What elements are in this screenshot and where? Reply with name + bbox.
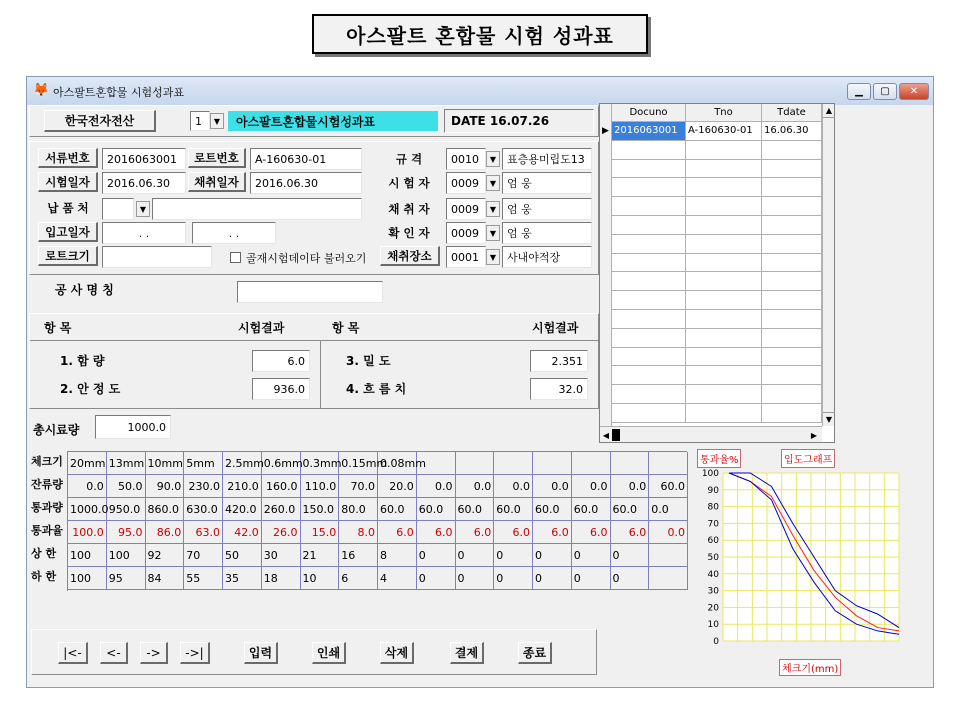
grid-empty-cell[interactable] — [686, 216, 762, 235]
chart-ytick-label: 30 — [707, 586, 719, 597]
lot-size-field[interactable] — [102, 246, 212, 268]
sieve-passing-amount-cell[interactable]: 60.0 — [417, 498, 456, 521]
sieve-passing-rate-cell[interactable]: 63.0 — [184, 521, 223, 544]
sieve-size-cell[interactable]: 0.08mm — [378, 452, 417, 475]
grid-empty-cell[interactable] — [612, 310, 686, 329]
input-button[interactable]: 입력 — [244, 642, 278, 664]
grid-empty-cell[interactable] — [686, 178, 762, 197]
button-bar — [31, 629, 597, 675]
header-panel — [29, 105, 599, 137]
sieve-size-cell[interactable] — [649, 452, 688, 475]
grid-empty-cell[interactable] — [762, 216, 822, 235]
sieve-upper-cell[interactable]: 21 — [301, 544, 340, 567]
receipt-date-label: 입고일자 — [38, 222, 98, 242]
sieve-size-cell[interactable]: 0.15mm — [339, 452, 378, 475]
results-header-result-2: 시험결과 — [532, 321, 579, 335]
grid-empty-cell[interactable] — [762, 160, 822, 179]
sieve-passing-amount-cell[interactable]: 0.0 — [649, 498, 688, 521]
results-vdivider — [320, 341, 321, 409]
lot-no-field[interactable]: A-160630-01 — [250, 148, 362, 170]
sampler-dropdown-icon[interactable]: ▼ — [486, 201, 500, 217]
row-label-sieve: 체크기 — [31, 455, 63, 468]
grid-empty-cell[interactable] — [686, 272, 762, 291]
sieve-size-cell[interactable] — [494, 452, 533, 475]
chart-ytick-label: 80 — [707, 502, 719, 513]
gradation-chart — [693, 447, 907, 673]
scroll-down-icon[interactable]: ▼ — [823, 412, 835, 426]
grid-empty-cell[interactable] — [686, 235, 762, 254]
form-no-dropdown-icon[interactable]: ▼ — [210, 113, 224, 129]
grid-empty-cell[interactable] — [612, 197, 686, 216]
grid-empty-cell[interactable] — [686, 197, 762, 216]
sieve-size-cell[interactable]: 5mm — [184, 452, 223, 475]
supplier-name-field[interactable] — [152, 198, 362, 220]
grid-header-tno[interactable]: Tno — [686, 104, 762, 122]
sieve-passing-amount-cell[interactable]: 60.0 — [611, 498, 650, 521]
grid-empty-cell[interactable] — [762, 235, 822, 254]
checker-name-field[interactable]: 엄 웅 — [502, 222, 592, 244]
sieve-passing-amount-cell[interactable]: 60.0 — [456, 498, 495, 521]
grid-cell-tno[interactable]: A-160630-01 — [686, 122, 762, 141]
sieve-retained-cell[interactable]: 0.0 — [68, 475, 107, 498]
row-indicator-column — [600, 104, 612, 442]
sieve-passing-rate-cell[interactable]: 95.0 — [107, 521, 146, 544]
sieve-passing-amount-cell[interactable]: 60.0 — [378, 498, 417, 521]
chart-ytick-label: 0 — [713, 637, 719, 647]
row-label-upper: 상 한 — [31, 547, 57, 560]
grid-empty-cell[interactable] — [686, 348, 762, 367]
row-label-passing-amount: 통과량 — [31, 501, 63, 514]
sieve-passing-amount-cell[interactable]: 60.0 — [572, 498, 611, 521]
receipt-date-field-1[interactable]: . . — [102, 222, 186, 244]
sieve-lower-cell[interactable]: 0 — [494, 567, 533, 590]
lot-no-label: 로트번호 — [188, 148, 246, 168]
sieve-lower-cell[interactable]: 55 — [184, 567, 223, 590]
doc-no-field[interactable]: 2016063001 — [102, 148, 186, 170]
spec-name-field[interactable]: 표층용미립도13 — [502, 148, 592, 170]
sample-date-field[interactable]: 2016.06.30 — [250, 172, 362, 194]
form-title: 아스팔트혼합물시험성과표 — [228, 111, 438, 131]
sieve-size-cell[interactable]: 20mm — [68, 452, 107, 475]
delete-button[interactable]: 삭제 — [380, 642, 414, 664]
sieve-retained-cell[interactable]: 90.0 — [146, 475, 185, 498]
scroll-up-icon[interactable]: ▲ — [823, 104, 835, 118]
sieve-lower-cell[interactable]: 0 — [417, 567, 456, 590]
sieve-lower-cell[interactable]: 10 — [301, 567, 340, 590]
grid-empty-cell[interactable] — [762, 385, 822, 404]
grid-empty-cell[interactable] — [762, 141, 822, 160]
sieve-lower-cell[interactable] — [649, 567, 688, 590]
next-record-button[interactable]: -> — [140, 642, 168, 664]
sieve-lower-cell[interactable]: 0 — [533, 567, 572, 590]
sieve-lower-cell[interactable]: 0 — [572, 567, 611, 590]
grid-empty-cell[interactable] — [762, 329, 822, 348]
spec-label: 규 격 — [395, 152, 423, 166]
grid-empty-cell[interactable] — [762, 404, 822, 423]
first-record-button[interactable]: |<- — [58, 642, 88, 664]
sieve-retained-cell[interactable]: 60.0 — [649, 475, 688, 498]
sieve-passing-rate-cell[interactable]: 6.0 — [572, 521, 611, 544]
grid-empty-cell[interactable] — [762, 310, 822, 329]
sieve-lower-cell[interactable]: 6 — [339, 567, 378, 590]
chart-ytick-label: 70 — [707, 519, 719, 530]
form-no-field[interactable]: 1 — [190, 111, 210, 131]
sieve-lower-cell[interactable]: 100 — [68, 567, 107, 590]
total-sample-label: 총시료량 — [33, 423, 80, 437]
sieve-upper-cell[interactable]: 8 — [378, 544, 417, 567]
result-value-4[interactable]: 32.0 — [530, 378, 588, 400]
company-label: 한국전자전산 — [44, 110, 156, 132]
grid-empty-cell[interactable] — [762, 291, 822, 310]
grid-empty-cell[interactable] — [612, 404, 686, 423]
grid-empty-cell[interactable] — [686, 310, 762, 329]
chart-ytick-label: 90 — [707, 485, 719, 496]
sieve-passing-rate-cell[interactable]: 0.0 — [649, 521, 688, 544]
sieve-passing-amount-cell[interactable]: 60.0 — [494, 498, 533, 521]
grid-empty-cell[interactable] — [686, 160, 762, 179]
result-value-2[interactable]: 936.0 — [252, 378, 310, 400]
sieve-retained-cell[interactable]: 20.0 — [378, 475, 417, 498]
sieve-passing-rate-cell[interactable]: 42.0 — [223, 521, 262, 544]
supplier-label: 납 품 처 — [47, 201, 89, 215]
row-label-retained: 잔류량 — [31, 478, 63, 491]
load-data-checkbox[interactable] — [230, 252, 241, 263]
sieve-size-cell[interactable] — [417, 452, 456, 475]
sieve-passing-rate-cell[interactable]: 86.0 — [146, 521, 185, 544]
sieve-lower-cell[interactable]: 95 — [107, 567, 146, 590]
grid-empty-cell[interactable] — [612, 366, 686, 385]
grid-empty-cell[interactable] — [762, 272, 822, 291]
result-value-3[interactable]: 2.351 — [530, 350, 588, 372]
chart-plot — [693, 467, 907, 653]
date-label: DATE — [451, 114, 486, 128]
sieve-upper-cell[interactable]: 100 — [68, 544, 107, 567]
results-header-result-1: 시험결과 — [238, 321, 285, 335]
sieve-retained-cell[interactable]: 50.0 — [107, 475, 146, 498]
supplier-code-field[interactable] — [102, 198, 134, 220]
sampler-code-field[interactable]: 0009 — [446, 198, 486, 220]
sieve-passing-rate-cell[interactable]: 6.0 — [611, 521, 650, 544]
date-value: 16.07.26 — [489, 114, 550, 128]
sieve-size-cell[interactable] — [533, 452, 572, 475]
tester-label: 시 험 자 — [388, 176, 430, 190]
project-label: 공 사 명 칭 — [55, 283, 114, 297]
grid-empty-cell[interactable] — [612, 254, 686, 273]
close-button[interactable]: ✕ — [899, 83, 929, 100]
sieve-passing-amount-cell[interactable]: 950.0 — [107, 498, 146, 521]
sieve-upper-cell[interactable] — [649, 544, 688, 567]
sieve-upper-cell[interactable]: 100 — [107, 544, 146, 567]
grid-empty-cell[interactable] — [762, 254, 822, 273]
grid-empty-cell[interactable] — [762, 197, 822, 216]
grid-empty-cell[interactable] — [612, 160, 686, 179]
sieve-upper-cell[interactable]: 30 — [262, 544, 301, 567]
place-name-field[interactable]: 사내야적장 — [502, 246, 592, 268]
results-panel — [29, 313, 599, 409]
row-label-lower: 하 한 — [31, 570, 57, 583]
exit-button[interactable]: 종료 — [518, 642, 552, 664]
sieve-retained-cell[interactable]: 0.0 — [572, 475, 611, 498]
chart-ytick-label: 50 — [707, 553, 719, 563]
grid-empty-cell[interactable] — [612, 178, 686, 197]
sieve-retained-cell[interactable]: 230.0 — [184, 475, 223, 498]
sieve-retained-cell[interactable]: 0.0 — [611, 475, 650, 498]
results-divider — [30, 340, 598, 341]
supplier-dropdown-icon[interactable]: ▼ — [136, 201, 150, 217]
grid-header-tdate[interactable]: Tdate — [762, 104, 822, 122]
grid-empty-cell[interactable] — [686, 254, 762, 273]
sieve-upper-cell[interactable]: 70 — [184, 544, 223, 567]
scroll-left-icon[interactable]: ◀ — [602, 430, 610, 440]
sieve-table — [29, 451, 689, 601]
window-title: 아스팔트혼합물 시험성과표 — [53, 86, 185, 99]
sieve-size-cell[interactable] — [611, 452, 650, 475]
sieve-size-cell[interactable]: 10mm — [146, 452, 185, 475]
total-sample-field[interactable]: 1000.0 — [95, 415, 171, 439]
sieve-cells — [67, 451, 687, 591]
record-grid — [599, 103, 835, 443]
date-display — [444, 109, 594, 133]
prev-record-button[interactable]: <- — [100, 642, 128, 664]
sieve-lower-cell[interactable]: 84 — [146, 567, 185, 590]
grid-empty-cell[interactable] — [612, 348, 686, 367]
sieve-upper-cell[interactable]: 0 — [456, 544, 495, 567]
result-item-4: 4. 흐 름 치 — [346, 382, 407, 396]
banner-title: 아스팔트 혼합물 시험 성과표 — [312, 14, 648, 54]
sample-date-label: 채취일자 — [188, 172, 246, 192]
result-value-1[interactable]: 6.0 — [252, 350, 310, 372]
sieve-retained-cell[interactable]: 0.0 — [417, 475, 456, 498]
chart-ytick-label: 10 — [707, 620, 719, 631]
sieve-upper-cell[interactable]: 92 — [146, 544, 185, 567]
chart-ytick-label: 20 — [707, 603, 719, 614]
grid-empty-cell[interactable] — [612, 385, 686, 404]
sieve-size-cell[interactable] — [572, 452, 611, 475]
grid-empty-cell[interactable] — [612, 216, 686, 235]
row-label-passing-rate: 통과율 — [31, 524, 63, 537]
chart-ytick-label: 60 — [707, 536, 719, 547]
sieve-lower-cell[interactable]: 0 — [456, 567, 495, 590]
project-field[interactable] — [237, 281, 383, 303]
sieve-size-cell[interactable]: 13mm — [107, 452, 146, 475]
sieve-passing-rate-cell[interactable]: 6.0 — [417, 521, 456, 544]
grid-empty-cell[interactable] — [686, 404, 762, 423]
grid-empty-cell[interactable] — [612, 235, 686, 254]
lot-size-label: 로트크기 — [38, 246, 98, 266]
sieve-lower-cell[interactable]: 0 — [611, 567, 650, 590]
sieve-lower-cell[interactable]: 35 — [223, 567, 262, 590]
sieve-upper-cell[interactable]: 0 — [494, 544, 533, 567]
grid-empty-cell[interactable] — [762, 348, 822, 367]
result-item-3: 3. 밀 도 — [346, 354, 391, 368]
sieve-upper-cell[interactable]: 0 — [533, 544, 572, 567]
sieve-size-cell[interactable] — [456, 452, 495, 475]
sieve-retained-cell[interactable]: 210.0 — [223, 475, 262, 498]
chart-ytick-label: 40 — [707, 569, 719, 580]
results-header-item-2: 항 목 — [332, 321, 360, 335]
place-label: 채취장소 — [380, 246, 440, 266]
approve-button[interactable]: 결제 — [450, 642, 484, 664]
grid-empty-cell[interactable] — [762, 178, 822, 197]
maximize-button[interactable]: ▢ — [873, 83, 897, 100]
sieve-passing-rate-cell[interactable]: 100.0 — [68, 521, 107, 544]
sieve-retained-cell[interactable]: 0.0 — [533, 475, 572, 498]
place-code-field[interactable]: 0001 — [446, 246, 486, 268]
sieve-lower-cell[interactable]: 18 — [262, 567, 301, 590]
sieve-retained-cell[interactable]: 160.0 — [262, 475, 301, 498]
sieve-passing-rate-cell[interactable]: 6.0 — [378, 521, 417, 544]
grid-empty-cell[interactable] — [686, 366, 762, 385]
grid-empty-cell[interactable] — [686, 141, 762, 160]
grid-empty-cell[interactable] — [612, 272, 686, 291]
sieve-passing-amount-cell[interactable]: 860.0 — [146, 498, 185, 521]
chart-title-right: 입도그래프 — [781, 449, 835, 468]
grid-empty-cell[interactable] — [612, 291, 686, 310]
grid-empty-cell[interactable] — [686, 329, 762, 348]
result-item-2: 2. 안 정 도 — [60, 382, 121, 396]
chart-ytick-label: 100 — [701, 469, 719, 479]
sieve-upper-cell[interactable]: 16 — [339, 544, 378, 567]
sieve-upper-cell[interactable]: 0 — [417, 544, 456, 567]
tester-dropdown-icon[interactable]: ▼ — [486, 175, 500, 191]
sieve-upper-cell[interactable]: 0 — [572, 544, 611, 567]
sieve-passing-rate-cell[interactable]: 6.0 — [494, 521, 533, 544]
receipt-date-field-2[interactable]: . . — [192, 222, 276, 244]
sampler-name-field[interactable]: 엄 웅 — [502, 198, 592, 220]
sieve-size-cell[interactable]: 0.6mm — [262, 452, 301, 475]
sieve-passing-rate-cell[interactable]: 6.0 — [533, 521, 572, 544]
test-date-field[interactable]: 2016.06.30 — [102, 172, 186, 194]
doc-no-label: 서류번호 — [38, 148, 98, 168]
chart-title-left: 통과율% — [697, 449, 741, 468]
sieve-retained-cell[interactable]: 110.0 — [301, 475, 340, 498]
hscroll-thumb[interactable] — [612, 429, 620, 441]
scroll-right-icon[interactable]: ▶ — [810, 430, 818, 440]
tester-name-field[interactable]: 엄 웅 — [502, 172, 592, 194]
result-item-1: 1. 함 량 — [60, 354, 105, 368]
sieve-size-cell[interactable]: 2.5mm — [223, 452, 262, 475]
current-row-arrow-icon: ▶ — [602, 126, 609, 136]
sieve-passing-rate-cell[interactable]: 26.0 — [262, 521, 301, 544]
grid-empty-cell[interactable] — [686, 291, 762, 310]
tester-code-field[interactable]: 0009 — [446, 172, 486, 194]
sieve-lower-cell[interactable]: 4 — [378, 567, 417, 590]
grid-empty-cell[interactable] — [686, 385, 762, 404]
horizontal-scrollbar[interactable] — [600, 426, 822, 442]
grid-header-docuno[interactable]: Docuno — [612, 104, 686, 122]
minimize-button[interactable]: ▁ — [847, 83, 871, 100]
sieve-passing-amount-cell[interactable]: 1000.0 — [68, 498, 107, 521]
chart-xlabel: 체크기(mm) — [779, 659, 841, 676]
sieve-passing-amount-cell[interactable]: 630.0 — [184, 498, 223, 521]
place-dropdown-icon[interactable]: ▼ — [486, 249, 500, 265]
grid-empty-cell[interactable] — [762, 366, 822, 385]
grid-empty-cell[interactable] — [612, 329, 686, 348]
sieve-passing-rate-cell[interactable]: 8.0 — [339, 521, 378, 544]
print-button[interactable]: 인쇄 — [312, 642, 346, 664]
checker-dropdown-icon[interactable]: ▼ — [486, 225, 500, 241]
sieve-upper-cell[interactable]: 0 — [611, 544, 650, 567]
sieve-size-cell[interactable]: 0.3mm — [301, 452, 340, 475]
grid-cell-tdate[interactable]: 16.06.30 — [762, 122, 822, 141]
results-header-item-1: 항 목 — [44, 321, 72, 335]
grid-body — [612, 104, 822, 424]
grid-cell-docuno[interactable]: 2016063001 — [612, 122, 686, 141]
title-bar — [27, 77, 933, 105]
spec-code-field[interactable]: 0010 — [446, 148, 486, 170]
grid-empty-cell[interactable] — [612, 141, 686, 160]
sieve-retained-cell[interactable]: 0.0 — [494, 475, 533, 498]
sieve-retained-cell[interactable]: 70.0 — [339, 475, 378, 498]
test-date-label: 시험일자 — [38, 172, 98, 192]
sieve-passing-rate-cell[interactable]: 15.0 — [301, 521, 340, 544]
spec-dropdown-icon[interactable]: ▼ — [486, 151, 500, 167]
sampler-label: 채 취 자 — [388, 202, 430, 216]
last-record-button[interactable]: ->| — [180, 642, 210, 664]
form-panel — [29, 141, 599, 275]
vertical-scrollbar[interactable] — [822, 104, 834, 426]
sieve-retained-cell[interactable]: 0.0 — [456, 475, 495, 498]
load-data-label: 골재시험데이타 불러오기 — [246, 252, 367, 265]
sieve-passing-amount-cell[interactable]: 80.0 — [339, 498, 378, 521]
sieve-passing-amount-cell[interactable]: 60.0 — [533, 498, 572, 521]
sieve-passing-rate-cell[interactable]: 6.0 — [456, 521, 495, 544]
sieve-passing-amount-cell[interactable]: 420.0 — [223, 498, 262, 521]
sieve-passing-amount-cell[interactable]: 260.0 — [262, 498, 301, 521]
sieve-passing-amount-cell[interactable]: 150.0 — [301, 498, 340, 521]
sieve-upper-cell[interactable]: 50 — [223, 544, 262, 567]
checker-label: 확 인 자 — [388, 226, 430, 240]
app-window — [26, 76, 934, 688]
fox-icon: 🦊 — [33, 83, 50, 98]
checker-code-field[interactable]: 0009 — [446, 222, 486, 244]
